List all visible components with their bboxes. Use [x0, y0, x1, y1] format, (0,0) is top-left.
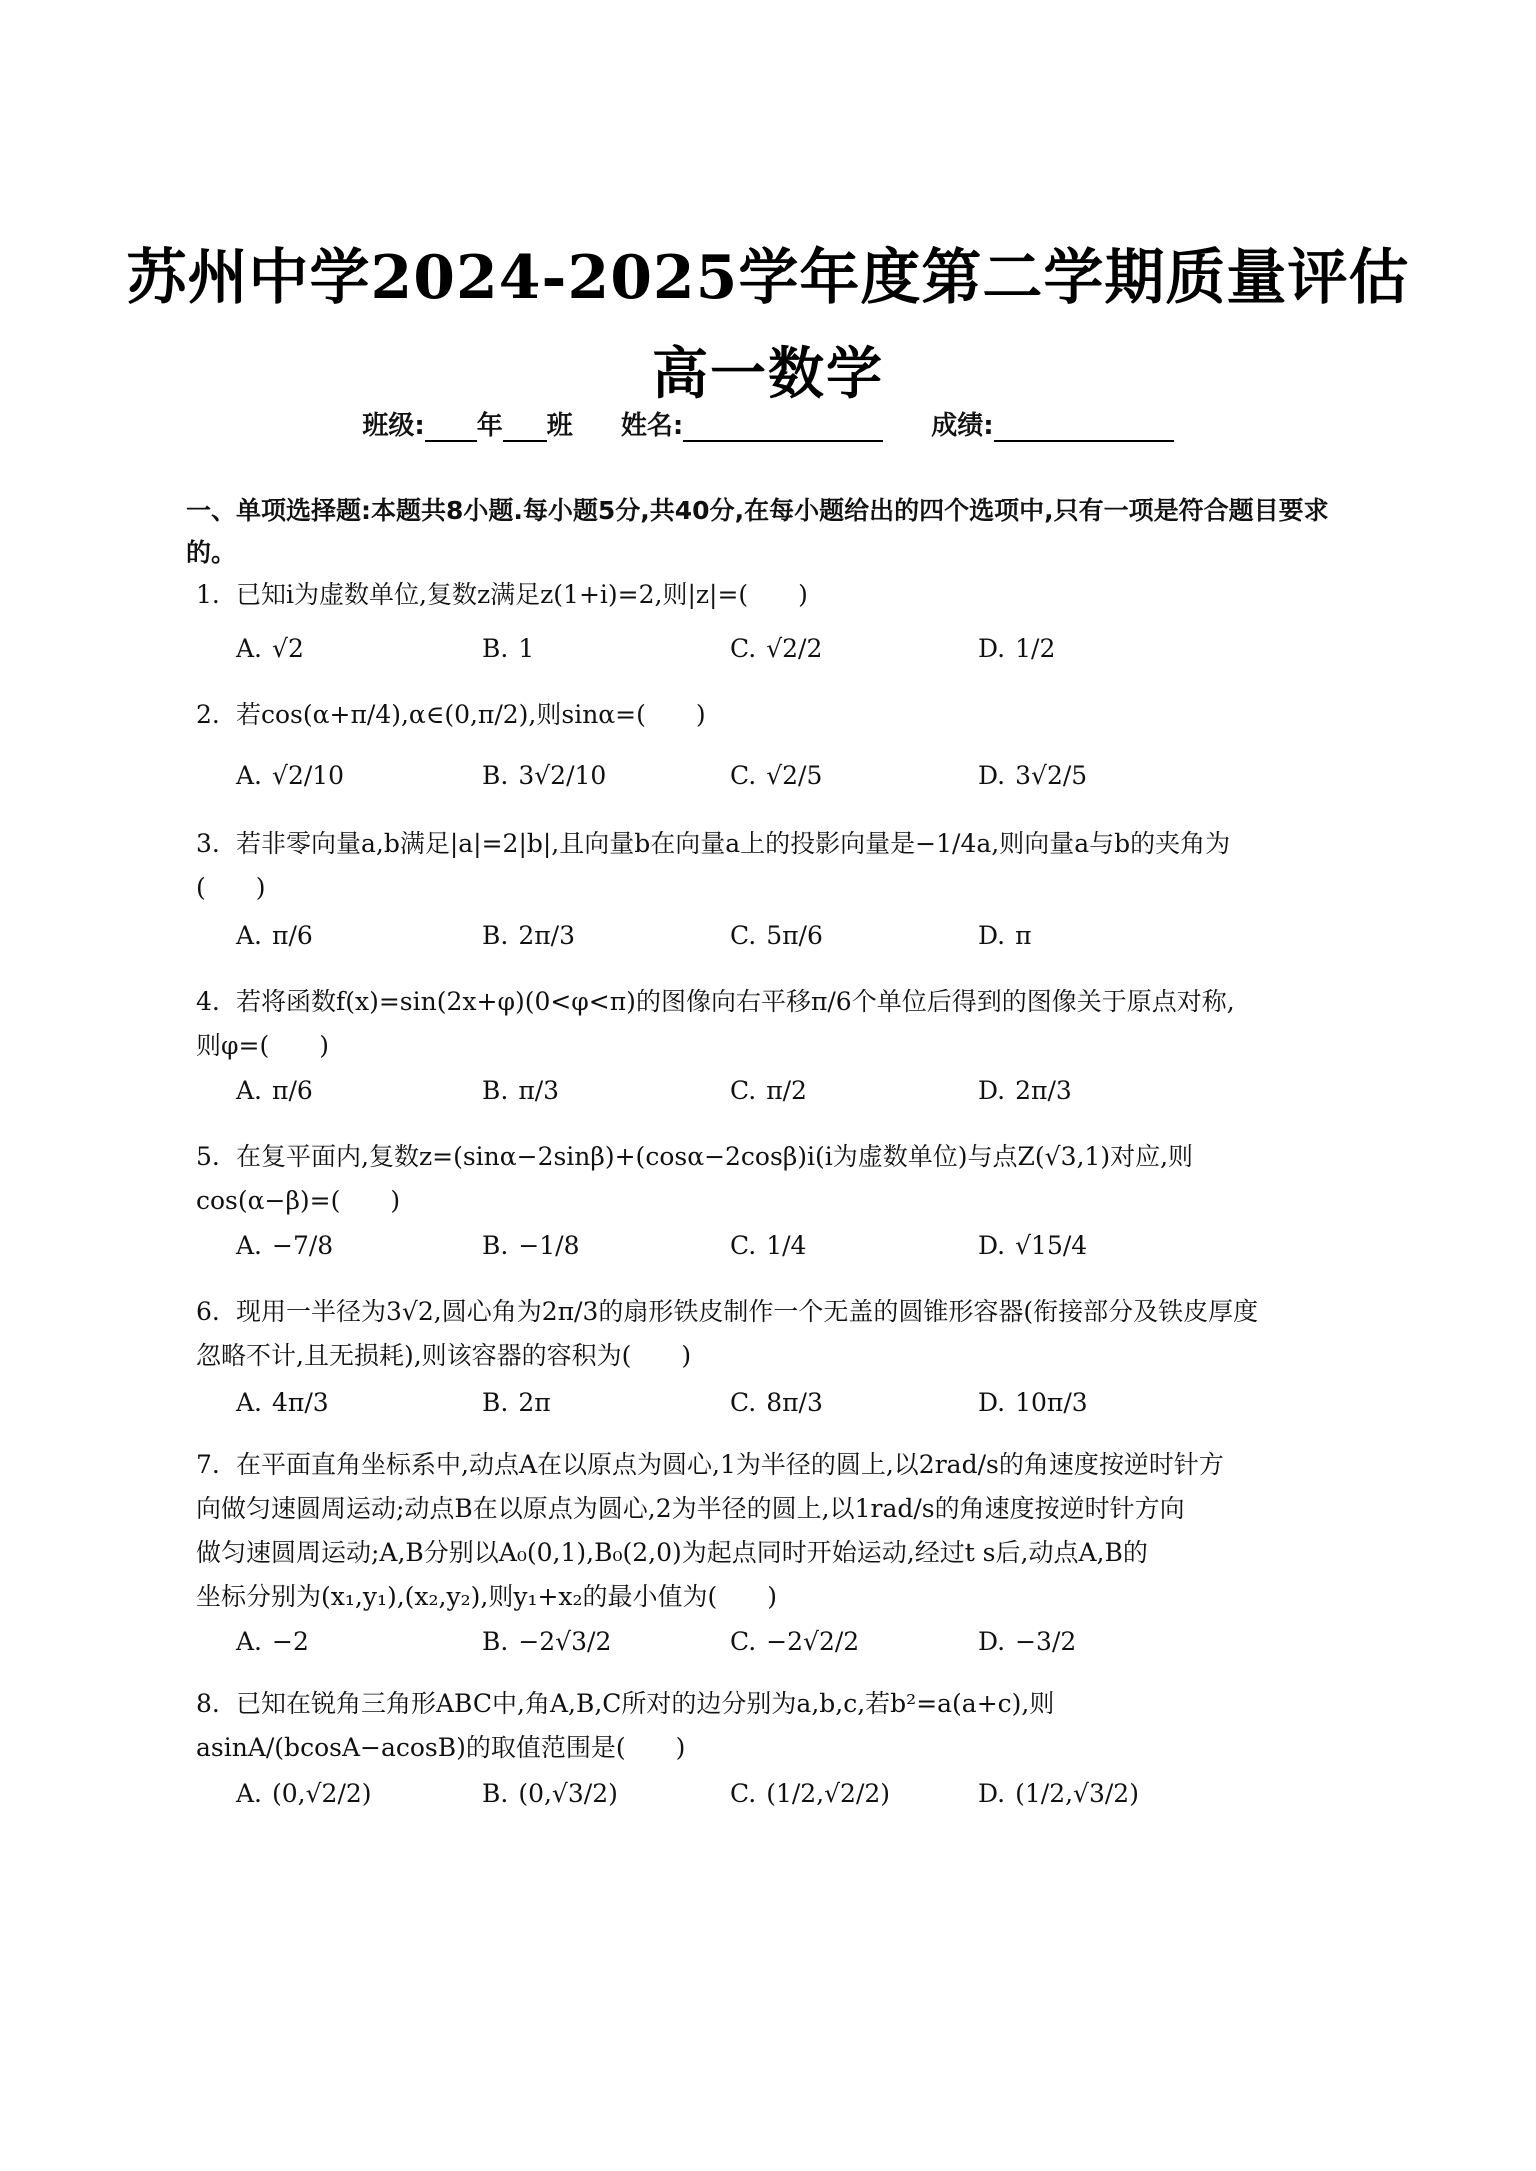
- question-6: [196, 1290, 1356, 1378]
- option-a[interactable]: π/6: [272, 920, 313, 950]
- options-5: A. −7/8 B. −1/8 C. 1/4 D. √15/4: [236, 1230, 1088, 1260]
- grade-blank[interactable]: [425, 414, 477, 442]
- question-stem-cont: asinA/(bcosA−acosB)的取值范围是( ): [196, 1733, 686, 1762]
- name-label: 姓名:: [620, 411, 684, 441]
- question-number: 1.: [196, 580, 220, 609]
- question-stem-cont: 向做匀速圆周运动;动点B在以原点为圆心,2为半径的圆上,以1rad/s的角速度按逆时针方向: [196, 1494, 1185, 1523]
- option-d[interactable]: 2π/3: [1015, 1075, 1072, 1105]
- question-number: 8.: [196, 1689, 220, 1718]
- options-1: A. √2 B. 1 C. √2/2 D. 1/2: [236, 633, 1056, 663]
- option-d[interactable]: −3/2: [1015, 1626, 1077, 1656]
- question-stem-cont: 做匀速圆周运动;A,B分别以A₀(0,1),B₀(2,0)为起点同时开始运动,经过t s后,动点A,B的: [196, 1538, 1148, 1567]
- score-label: 成绩:: [931, 411, 994, 441]
- option-c[interactable]: 1/4: [766, 1230, 807, 1260]
- option-b[interactable]: 3√2/10: [518, 760, 607, 790]
- question-stem: 在复平面内,复数z=(sinα−2sinβ)+(cosα−2cosβ)i(i为虚数单位)与点Z(√3,1)对应,则: [236, 1142, 1194, 1171]
- question-stem-cont: ( ): [196, 873, 266, 902]
- score-blank[interactable]: [994, 414, 1174, 442]
- option-c[interactable]: 8π/3: [766, 1387, 823, 1417]
- question-stem: 若cos(α+π/4),α∈(0,π/2),则sinα=( ): [236, 700, 706, 729]
- question-stem-cont: 则φ=( ): [196, 1031, 329, 1060]
- option-d[interactable]: 1/2: [1015, 633, 1056, 663]
- option-b[interactable]: π/3: [518, 1075, 560, 1105]
- option-c[interactable]: −2√2/2: [766, 1626, 860, 1656]
- option-c[interactable]: √2/2: [766, 633, 823, 663]
- question-7: [196, 1443, 1356, 1619]
- option-c[interactable]: √2/5: [766, 760, 823, 790]
- option-c[interactable]: (1/2,√2/2): [766, 1778, 891, 1808]
- option-d[interactable]: (1/2,√3/2): [1015, 1778, 1139, 1808]
- question-stem: 若将函数f(x)=sin(2x+φ)(0<φ<π)的图像向右平移π/6个单位后得到的图像关于原点对称,: [236, 987, 1235, 1016]
- question-stem-cont: 忽略不计,且无损耗),则该容器的容积为( ): [196, 1341, 692, 1370]
- class-blank[interactable]: [503, 414, 547, 442]
- grade-suffix: 年: [476, 411, 503, 441]
- question-3: [196, 822, 1356, 910]
- option-a[interactable]: √2: [272, 633, 304, 663]
- option-a[interactable]: (0,√2/2): [272, 1778, 372, 1808]
- option-b[interactable]: 2π/3: [518, 920, 575, 950]
- section-heading: 一、单项选择题:本题共8小题.每小题5分,共40分,在每小题给出的四个选项中,只有一项是符合题目要求的。: [186, 496, 1329, 567]
- name-blank[interactable]: [683, 414, 883, 442]
- option-b[interactable]: −1/8: [518, 1230, 580, 1260]
- question-number: 4.: [196, 987, 220, 1016]
- question-stem-cont: 坐标分别为(x₁,y₁),(x₂,y₂),则y₁+x₂的最小值为( ): [196, 1582, 778, 1611]
- question-1: [196, 573, 1356, 617]
- option-b[interactable]: −2√3/2: [518, 1626, 612, 1656]
- option-a[interactable]: −7/8: [272, 1230, 334, 1260]
- option-c[interactable]: π/2: [766, 1075, 807, 1105]
- question-stem: 已知在锐角三角形ABC中,角A,B,C所对的边分别为a,b,c,若b²=a(a+c),则: [236, 1689, 1055, 1718]
- question-number: 6.: [196, 1297, 220, 1326]
- option-b[interactable]: 1: [518, 633, 535, 663]
- question-number: 7.: [196, 1450, 220, 1479]
- class-label: 班级:: [362, 411, 425, 441]
- option-d[interactable]: 10π/3: [1015, 1387, 1088, 1417]
- student-info-row: [0, 405, 1536, 442]
- exam-title: 苏州中学2024-2025学年度第二学期质量评估: [126, 243, 1410, 313]
- question-stem-cont: cos(α−β)=( ): [196, 1186, 401, 1215]
- option-a[interactable]: −2: [272, 1626, 309, 1656]
- question-number: 5.: [196, 1142, 220, 1171]
- options-7: A. −2 B. −2√3/2 C. −2√2/2 D. −3/2: [236, 1626, 1077, 1656]
- option-d[interactable]: π: [1015, 920, 1032, 950]
- option-a[interactable]: π/6: [272, 1075, 313, 1105]
- option-a[interactable]: 4π/3: [272, 1387, 329, 1417]
- question-5: [196, 1135, 1356, 1223]
- options-6: A. 4π/3 B. 2π C. 8π/3 D. 10π/3: [236, 1387, 1088, 1417]
- option-d[interactable]: 3√2/5: [1015, 760, 1088, 790]
- question-number: 3.: [196, 829, 220, 858]
- class-suffix: 班: [546, 411, 573, 441]
- question-2: [196, 693, 1356, 737]
- options-8: A. (0,√2/2) B. (0,√3/2) C. (1/2,√2/2) D. (1/2,√3/2): [236, 1778, 1139, 1808]
- question-8: [196, 1682, 1356, 1770]
- options-3: A. π/6 B. 2π/3 C. 5π/6 D. π: [236, 920, 1032, 950]
- options-4: A. π/6 B. π/3 C. π/2 D. 2π/3: [236, 1075, 1072, 1105]
- exam-subject: 高一数学: [652, 341, 884, 407]
- question-stem: 若非零向量a,b满足|a|=2|b|,且向量b在向量a上的投影向量是−1/4a,则向量a与b的夹角为: [236, 829, 1231, 858]
- question-4: [196, 980, 1356, 1068]
- options-2: A. √2/10 B. 3√2/10 C. √2/5 D. 3√2/5: [236, 760, 1088, 790]
- option-d[interactable]: √15/4: [1015, 1230, 1088, 1260]
- question-stem: 已知i为虚数单位,复数z满足z(1+i)=2,则|z|=( ): [236, 580, 808, 609]
- option-b[interactable]: (0,√3/2): [518, 1778, 618, 1808]
- question-number: 2.: [196, 700, 220, 729]
- option-c[interactable]: 5π/6: [766, 920, 823, 950]
- option-a[interactable]: √2/10: [272, 760, 345, 790]
- option-b[interactable]: 2π: [518, 1387, 551, 1417]
- question-stem: 在平面直角坐标系中,动点A在以原点为圆心,1为半径的圆上,以2rad/s的角速度按逆时针方: [236, 1450, 1224, 1479]
- question-stem: 现用一半径为3√2,圆心角为2π/3的扇形铁皮制作一个无盖的圆锥形容器(衔接部分及铁皮厚度: [236, 1297, 1259, 1326]
